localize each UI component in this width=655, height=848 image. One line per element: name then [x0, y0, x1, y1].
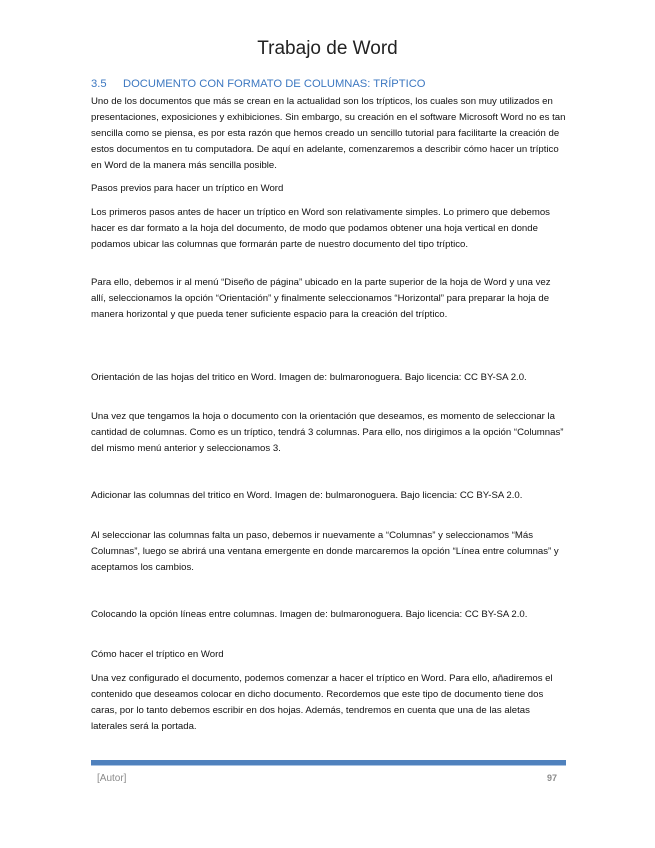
paragraph-mas-columnas: Al seleccionar las columnas falta un paso, debemos ir nuevamente a “Columnas” y seleccionamos “Más Columnas”, luego se abrirá una ventana emergente en donde marcaremos la opción “Línea entre columnas” y aceptamos los cambios. — [91, 530, 559, 573]
footer-author: [Autor] — [97, 773, 127, 784]
document-title: Trabajo de Word — [257, 38, 398, 59]
image-caption-lineas: Colocando la opción líneas entre columnas. Imagen de: bulmaronoguera. Bajo licencia: CC BY-SA 2.0. — [91, 609, 528, 620]
paragraph-primeros-pasos: Los primeros pasos antes de hacer un tríptico en Word son relativamente simples. Lo primero que debemos hacer es dar formato a la hoja del documento, de modo que podamos obtener una hoja vertical en donde podamos ubicar las columnas que formarán parte de nuestro documento del tipo tríptico. — [91, 207, 550, 250]
paragraph-columnas: Una vez que tengamos la hoja o documento con la orientación que deseamos, es momento de seleccionar la cantidad de columnas. Como es un tríptico, tendrá 3 columnas. Para ello, nos dirigimos a la opción “Columnas” del mismo menú anterior y seleccionamos 3. — [91, 411, 564, 454]
footer-rule-shadow — [91, 765, 566, 766]
section-title: DOCUMENTO CON FORMATO DE COLUMNAS: TRÍPTICO — [123, 78, 426, 90]
paragraph-configurado: Una vez configurado el documento, podemos comenzar a hacer el tríptico en Word. Para ello, añadiremos el contenido que deseamos colocar en dicho documento. Recordemos que este tipo de documento tiene dos caras, por lo tanto debemos escribir en dos hojas. Además, tendremos en cuenta que una de las aletas laterales será la portada. — [91, 673, 553, 732]
subheading-como-hacer: Cómo hacer el tríptico en Word — [91, 649, 224, 660]
section-heading — [91, 78, 571, 90]
paragraph-diseno-pagina: Para ello, debemos ir al menú “Diseño de página” ubicado en la parte superior de la hoja de Word y una vez allí, seleccionamos la opción “Orientación” y finalmente seleccionamos “Horizontal” para preparar la hoja de manera horizontal y que pueda tener suficiente espacio para la creación del tríptico. — [91, 277, 551, 320]
page-number: 97 — [546, 773, 557, 783]
image-caption-columnas: Adicionar las columnas del tritico en Word. Imagen de: bulmaronoguera. Bajo licencia: CC BY-SA 2.0. — [91, 490, 523, 501]
section-number: 3.5 — [91, 78, 107, 90]
subheading-pasos-previos: Pasos previos para hacer un tríptico en Word — [91, 183, 284, 194]
intro-paragraph: Uno de los documentos que más se crean en la actualidad son los trípticos, los cuales son muy utilizados en presentaciones, exposiciones y exhibiciones. Sin embargo, su creación en el software Microsoft Word no es tan sencilla como se piensa, es por esta razón que hemos creado un sencillo tutorial para facilitarte la creación de estos documentos en tu computadora. De aquí en adelante, comenzaremos a describir cómo hacer un tríptico en Word de la manera más sencilla posible. — [91, 96, 566, 171]
image-caption-orientacion: Orientación de las hojas del tritico en Word. Imagen de: bulmaronoguera. Bajo licencia: CC BY-SA 2.0. — [91, 372, 527, 383]
